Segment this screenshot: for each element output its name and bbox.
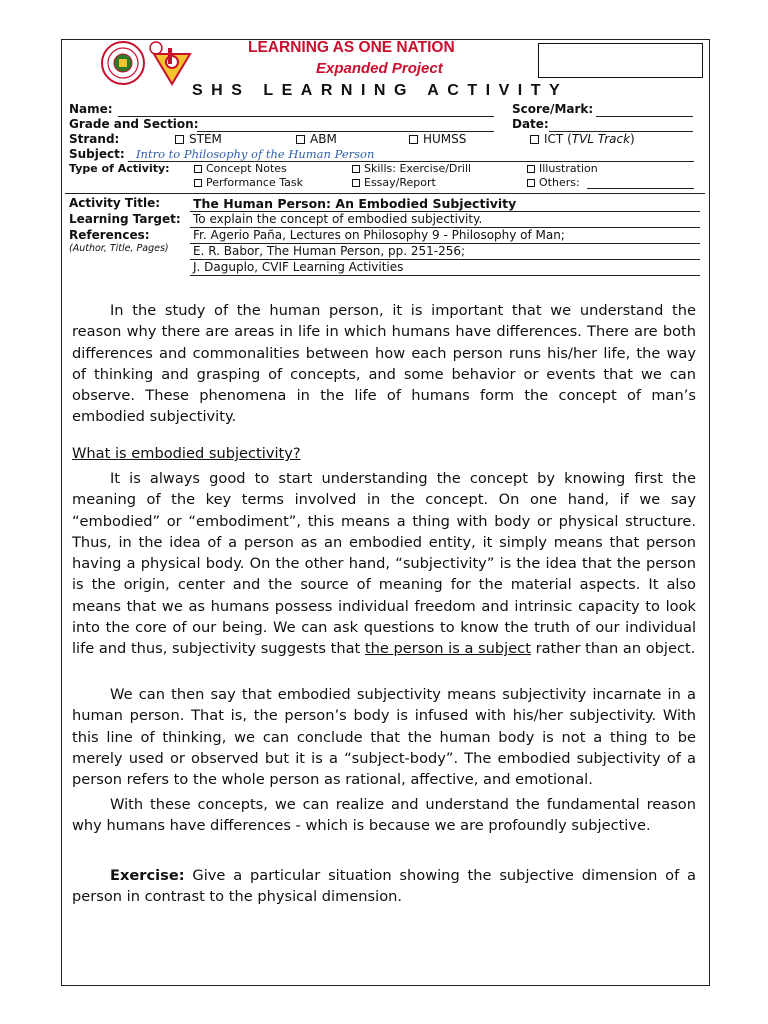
intro-paragraph: In the study of the human person, it is important that we understand the reason why there are areas in life in which humans have differences. There are both differences and commonalities between how each person runs his/her life, the way of thinking and grasping of concepts, and some behavior or events that we can observe. These phenomena in the life of humans form the concept of man’s embodied subjectivity. — [72, 302, 696, 426]
org-name: LEARNING AS ONE NATION — [248, 39, 455, 56]
school-seal-logo — [100, 40, 146, 86]
strand-label: Strand: — [69, 132, 120, 146]
learning-target-label: Learning Target: — [69, 212, 181, 226]
type-illustration[interactable]: Illustration — [527, 162, 598, 175]
exercise-label: Exercise: — [110, 867, 185, 884]
type-skills[interactable]: Skills: Exercise/Drill — [352, 162, 471, 175]
strand-humss[interactable]: HUMSS — [409, 132, 466, 146]
paragraph-1: It is always good to start understanding the concept by knowing first the meaning of the key terms involved in the concept. On one hand, if we say “embodied” or “embodiment”, this means a thing with body or physical structure. Thus, in the idea of a person as an embodied entity, it simply means that person having a physical body. On the other hand, “subjectivity” is the idea that the person is the origin, center and the source of meaning for the material aspects. It also means that we as humans possess individual freedom and intrinsic capacity to look into the core of our being. We can ask questions to know the truth of our individual life and thus, subjectivity suggests that the person is a subject rather than an object. — [72, 470, 696, 658]
exercise-paragraph — [72, 865, 696, 908]
others-checkbox[interactable] — [527, 179, 535, 187]
ict-checkbox[interactable] — [530, 135, 539, 144]
reference-3: J. Daguplo, CVIF Learning Activities — [193, 260, 404, 274]
reference-1: Fr. Agerio Paña, Lectures on Philosophy 9 - Philosophy of Man; — [193, 228, 565, 242]
illustration-checkbox[interactable] — [527, 165, 535, 173]
divider-line — [65, 193, 705, 194]
references-label: References: — [69, 228, 150, 242]
section-heading: What is embodied subjectivity? — [72, 445, 301, 462]
name-label: Name: — [69, 102, 113, 116]
division-logo — [146, 40, 192, 86]
section-heading-block — [72, 443, 696, 464]
type-essay[interactable]: Essay/Report — [352, 176, 436, 189]
strand-stem[interactable]: STEM — [175, 132, 222, 146]
grade-label: Grade and Section: — [69, 117, 199, 131]
essay-checkbox[interactable] — [352, 179, 360, 187]
page-title: SHS LEARNING ACTIVITY — [192, 82, 569, 99]
abm-checkbox[interactable] — [296, 135, 305, 144]
concept-notes-checkbox[interactable] — [194, 165, 202, 173]
activity-type-label: Type of Activity: — [69, 162, 170, 175]
subject-label: Subject: — [69, 147, 125, 161]
references-note: (Author, Title, Pages) — [69, 243, 169, 254]
score-field[interactable] — [596, 116, 693, 117]
exercise-text: Give a particular situation showing the subjective dimension of a person in contrast to the physical dimension. — [72, 867, 696, 906]
activity-title-value: The Human Person: An Embodied Subjectivity — [193, 196, 517, 211]
date-label: Date: — [512, 117, 549, 131]
activity-title-label: Activity Title: — [69, 196, 161, 210]
paragraph-3: With these concepts, we can realize and understand the fundamental reason why humans have differences - which is because we are profoundly subjective. — [72, 796, 696, 835]
subject-value: Intro to Philosophy of the Human Person — [136, 147, 375, 161]
score-label: Score/Mark: — [512, 102, 594, 116]
paragraph-2: We can then say that embodied subjectivity means subjectivity incarnate in a human person. That is, the person’s body is infused with his/her subjectivity. With this line of thinking, we can conclude that the human body is not a thing to be merely used or observed but it is a “subject-body”. The embodied subjectivity of a person refers to the whole person as rational, affective, and emotional. — [72, 686, 696, 789]
code-box — [538, 43, 703, 78]
type-concept-notes[interactable]: Concept Notes — [194, 162, 287, 175]
others-field[interactable] — [587, 188, 694, 189]
strand-ict[interactable]: ICT (TVL Track) — [530, 132, 635, 146]
type-others[interactable]: Others: — [527, 176, 580, 189]
learning-target-value: To explain the concept of embodied subjectivity. — [193, 212, 483, 226]
strand-abm[interactable]: ABM — [296, 132, 337, 146]
humss-checkbox[interactable] — [409, 135, 418, 144]
type-performance-task[interactable]: Performance Task — [194, 176, 303, 189]
stem-checkbox[interactable] — [175, 135, 184, 144]
reference-line-3 — [190, 275, 700, 276]
skills-checkbox[interactable] — [352, 165, 360, 173]
performance-task-checkbox[interactable] — [194, 179, 202, 187]
reference-2: E. R. Babor, The Human Person, pp. 251-256; — [193, 244, 466, 258]
project-name: Expanded Project — [316, 60, 443, 77]
